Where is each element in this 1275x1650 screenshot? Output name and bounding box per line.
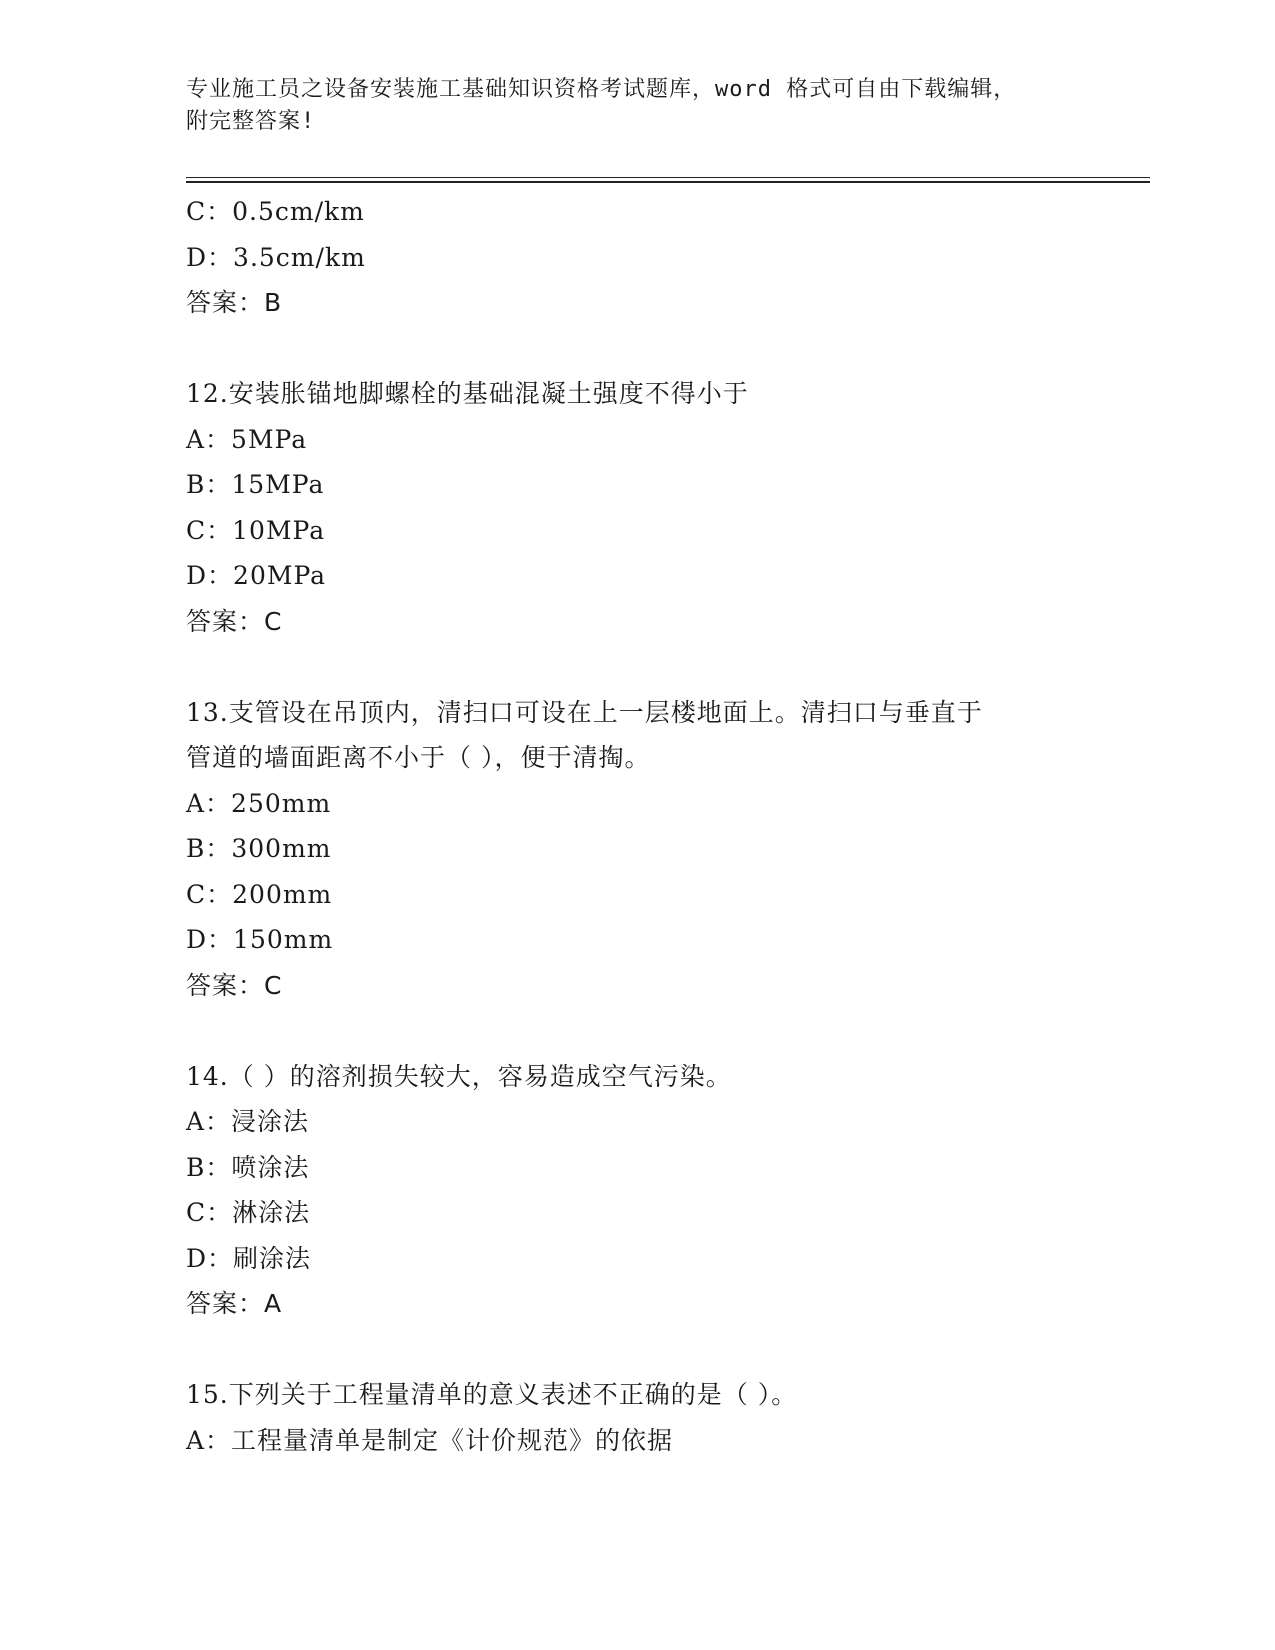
header-line-1: 专业施工员之设备安装施工基础知识资格考试题库，word 格式可自由下载编辑， [186,77,1017,102]
option-d: D：刷涂法 [186,1243,312,1273]
answer-line: 答案：C [186,970,283,1000]
option-c: C：10MPa [186,515,326,545]
question-11 [186,189,1146,326]
question-stem-line-1: 13.支管设在吊顶内，清扫口可设在上一层楼地面上。清扫口与垂直于 [186,697,983,727]
question-stem-line-2: 管道的墙面距离不小于（ ），便于清掏。 [186,743,651,772]
header-divider-thick [186,181,1150,183]
question-13 [186,690,1146,1009]
option-a: A：250mm [186,788,332,818]
option-a: A：5MPa [186,424,308,454]
header-line-2: 附完整答案! [186,109,316,134]
document-header [186,74,1086,138]
option-c: C：淋涂法 [186,1198,311,1227]
header-divider-thin [186,177,1150,178]
question-stem: 14.（ ）的溶剂损失较大，容易造成空气污染。 [186,1061,732,1091]
question-14 [186,1054,1146,1327]
option-d: D：20MPa [186,561,327,590]
option-a: A：工程量清单是制定《计价规范》的依据 [186,1425,674,1455]
question-12 [186,371,1146,644]
spacer [186,644,1146,690]
option-b: B：15MPa [186,470,325,499]
spacer [186,1008,1146,1054]
answer-line: 答案：A [186,1289,283,1318]
spacer [186,1327,1146,1373]
question-stem: 15.下列关于工程量清单的意义表述不正确的是（ ）。 [186,1380,798,1409]
option-d: D：3.5cm/km [186,242,366,272]
option-c: C：0.5cm/km [186,197,365,226]
option-b: B：300mm [186,834,332,863]
question-15 [186,1372,1146,1463]
question-stem: 12.安装胀锚地脚螺栓的基础混凝土强度不得小于 [186,379,749,408]
option-a: A：浸涂法 [186,1107,310,1136]
answer-line: 答案：B [186,288,283,317]
option-d: D：150mm [186,925,334,954]
question-list [186,189,1146,1463]
spacer [186,326,1146,372]
answer-line: 答案：C [186,606,283,636]
option-b: B：喷涂法 [186,1152,310,1182]
option-c: C：200mm [186,879,333,909]
